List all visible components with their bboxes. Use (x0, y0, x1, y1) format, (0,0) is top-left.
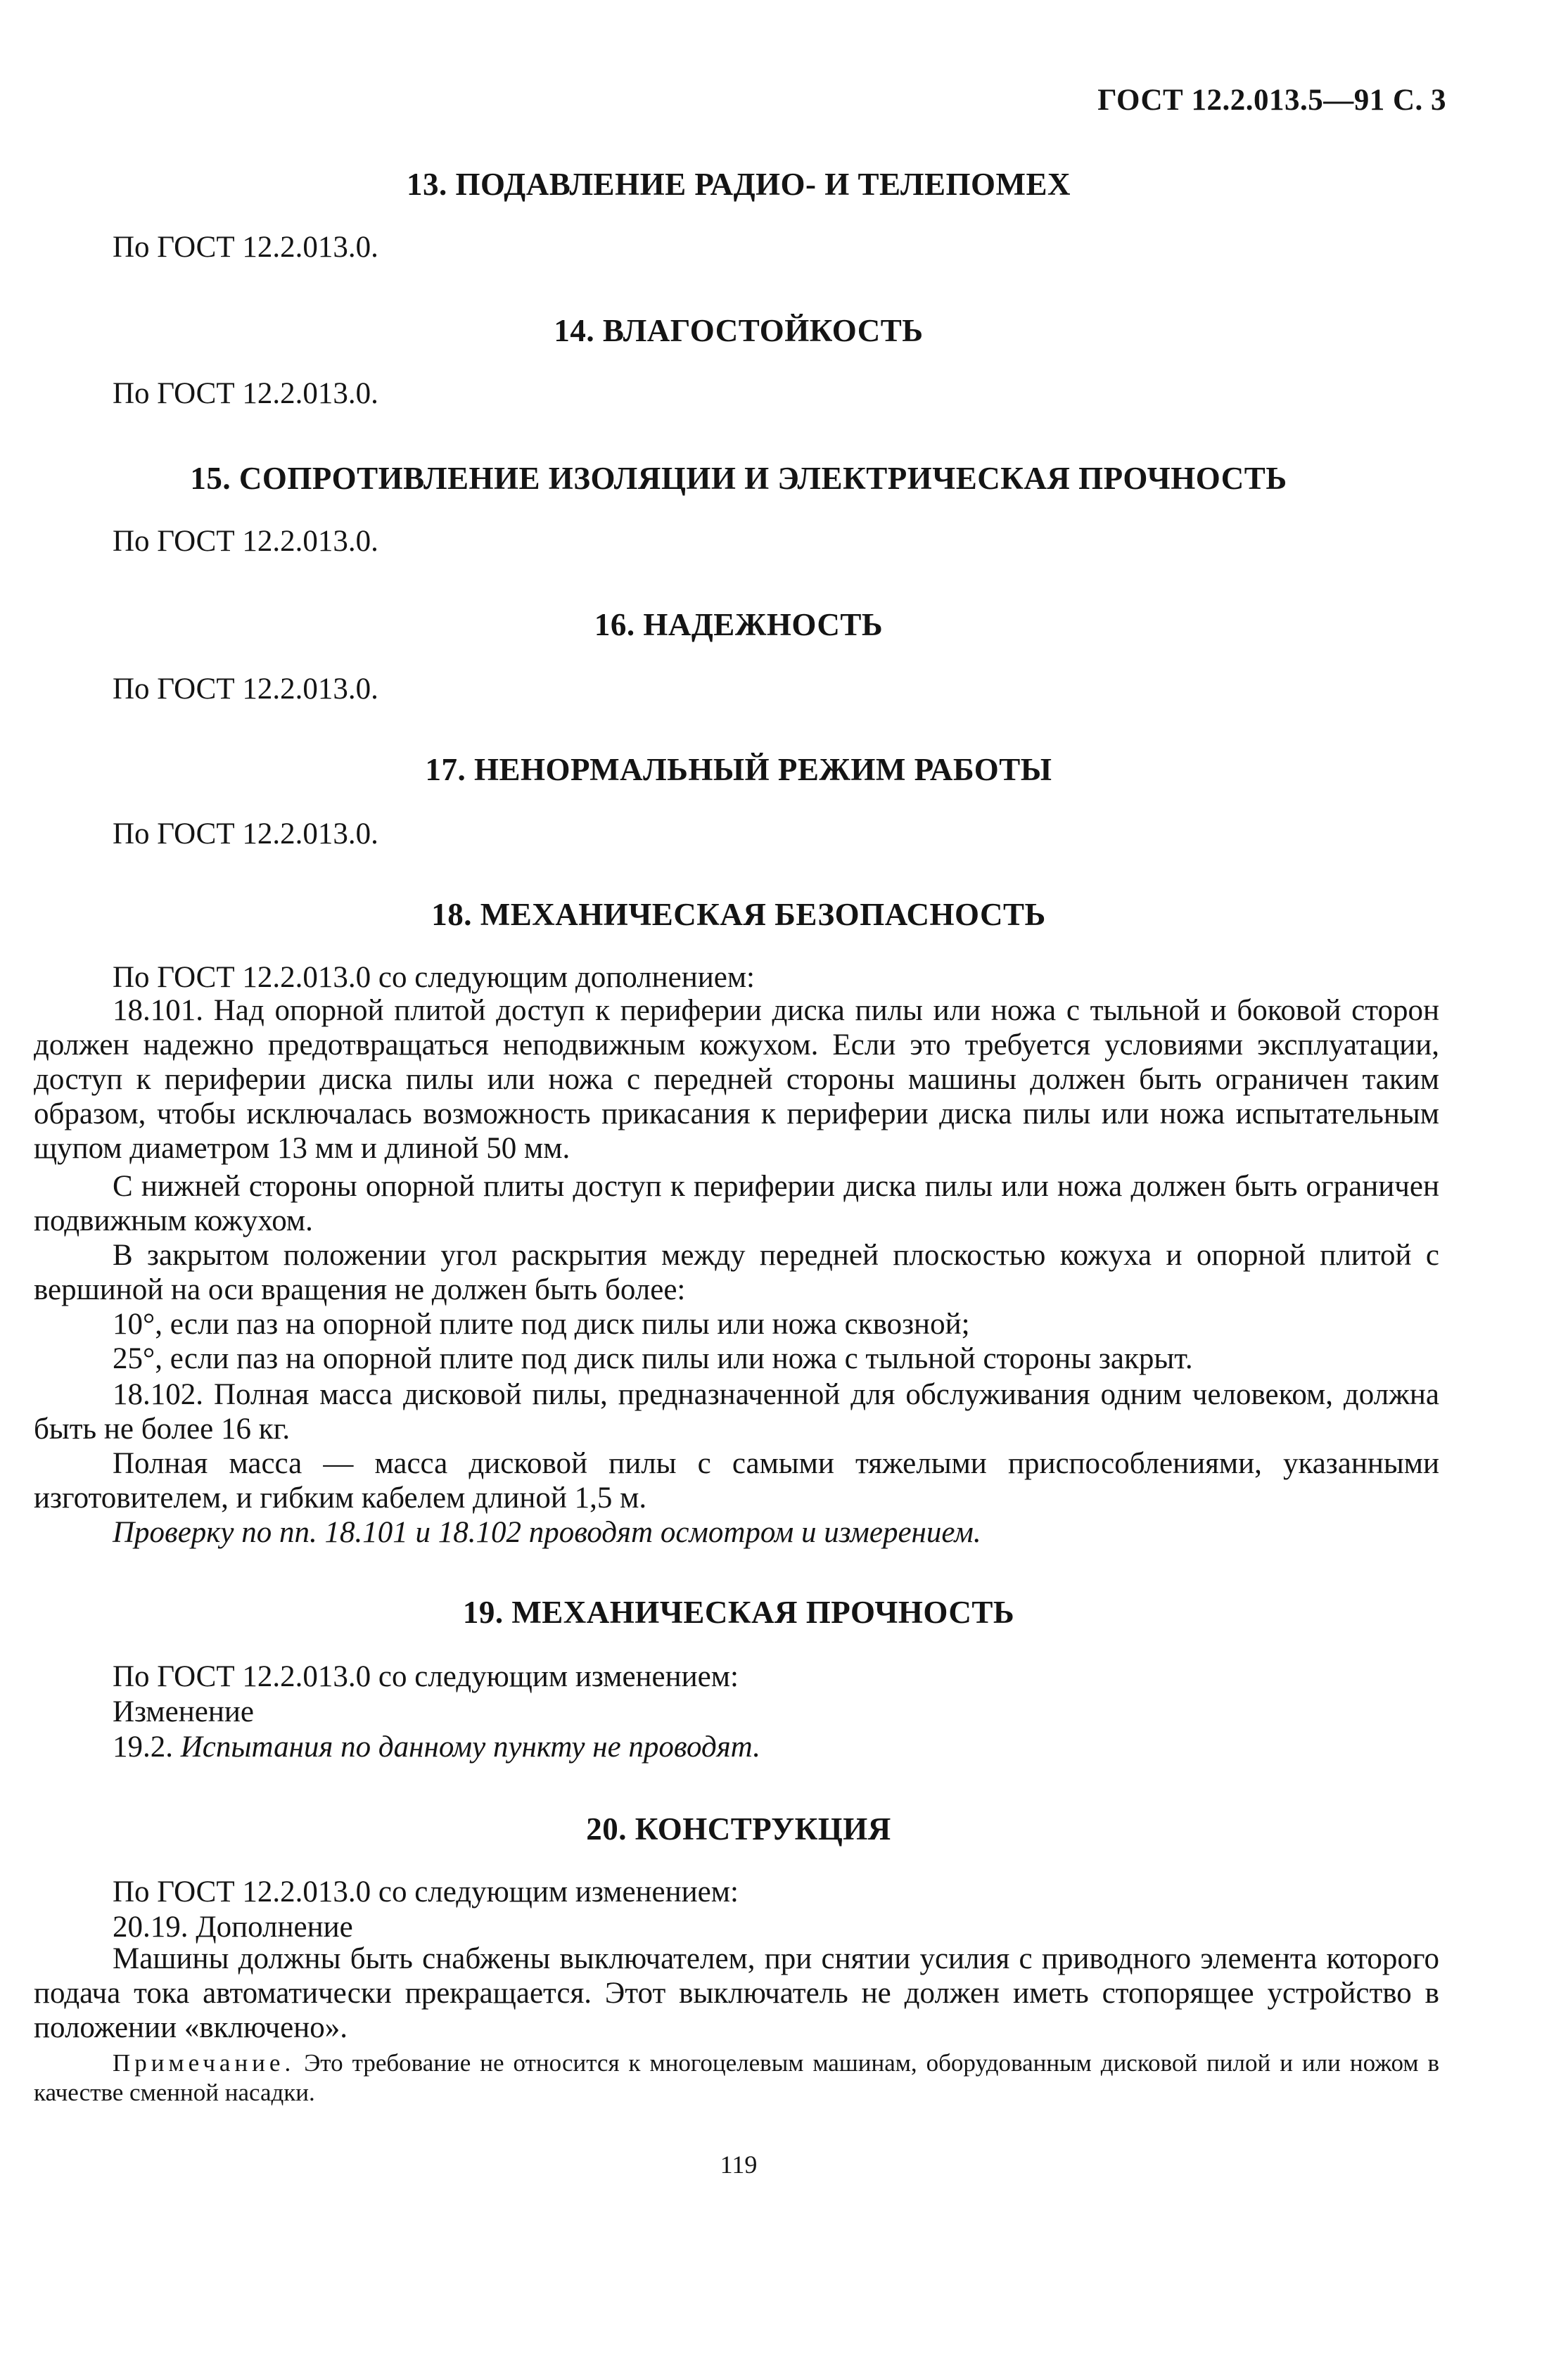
note-label: Примечание. (113, 2049, 295, 2077)
section-18-intro: По ГОСТ 12.2.013.0 со следующим дополнением: (113, 961, 755, 994)
page-number: 119 (720, 2150, 758, 2179)
section-13-text: По ГОСТ 12.2.013.0. (113, 231, 378, 264)
section-14-heading: 14. ВЛАГОСТОЙКОСТЬ (554, 313, 924, 348)
section-16-heading: 16. НАДЕЖНОСТЬ (594, 607, 884, 642)
paragraph-18-101: 18.101. Над опорной плитой доступ к периферии диска пилы или ножа с тыльной и боковой сторон должен надежно предотвращаться неподвижным кожухом. Если это требуется условиями эксплуатации, доступ к периферии диска пилы или ножа с передней стороны машины должен быть ограничен таким образом, чтобы исключалась возможность прикасания к периферии диска пилы или ножа испытательным щупом диаметром 13 мм и длиной 50 мм. (34, 994, 1439, 1165)
section-20-item: 20.19. Дополнение (113, 1911, 353, 1944)
section-19-item-number: 19.2. (113, 1731, 173, 1764)
section-17-heading: 17. НЕНОРМАЛЬНЫЙ РЕЖИМ РАБОТЫ (425, 752, 1052, 787)
section-19-intro: По ГОСТ 12.2.013.0 со следующим изменением: (113, 1660, 739, 1693)
section-19-item (113, 1732, 760, 1762)
section-15-text: По ГОСТ 12.2.013.0. (113, 525, 378, 558)
section-19-item-text: Испытания по данному пункту не проводят. (180, 1731, 761, 1764)
paragraph-18-angle-25: 25°, если паз на опорной плите под диск пилы или ножа с тыльной стороны закрыт. (113, 1342, 1193, 1375)
section-15-heading: 15. СОПРОТИВЛЕНИЕ ИЗОЛЯЦИИ И ЭЛЕКТРИЧЕСКАЯ ПРОЧНОСТЬ (190, 461, 1287, 496)
section-20-heading: 20. КОНСТРУКЦИЯ (586, 1811, 891, 1847)
section-16-text: По ГОСТ 12.2.013.0. (113, 673, 378, 706)
note-text: Это требование не относится к многоцелевым машинам, оборудованным дисковой пилой и или ножом в качестве сменной насадки. (34, 2049, 1439, 2106)
paragraph-18-lower-side: С нижней стороны опорной плиты доступ к периферии диска пилы или ножа должен быть ограничен подвижным кожухом. (34, 1170, 1439, 1237)
running-header: ГОСТ 12.2.013.5—91 С. 3 (1097, 84, 1446, 117)
section-17-text: По ГОСТ 12.2.013.0. (113, 817, 378, 850)
paragraph-18-full-mass: Полная масса — масса дисковой пилы с самыми тяжелыми приспособлениями, указанными изготовителем, и гибким кабелем длиной 1,5 м. (34, 1447, 1439, 1515)
paragraph-18-check: Проверку по пп. 18.101 и 18.102 проводят осмотром и измерением. (113, 1516, 981, 1549)
paragraph-20-switch: Машины должны быть снабжены выключателем, при снятии усилия с приводного элемента которого подача тока автоматически прекращается. Этот выключатель не должен иметь стопорящее устройство в положении «включено». (34, 1942, 1439, 2044)
section-13-heading: 13. ПОДАВЛЕНИЕ РАДИО- И ТЕЛЕПОМЕХ (407, 167, 1071, 202)
section-20-intro: По ГОСТ 12.2.013.0 со следующим изменением: (113, 1875, 739, 1908)
paragraph-18-102: 18.102. Полная масса дисковой пилы, предназначенной для обслуживания одним человеком, должна быть не более 16 кг. (34, 1378, 1439, 1446)
section-19-change-label: Изменение (113, 1695, 254, 1728)
section-19-heading: 19. МЕХАНИЧЕСКАЯ ПРОЧНОСТЬ (462, 1595, 1015, 1630)
paragraph-18-closed-angle: В закрытом положении угол раскрытия между передней плоскостью кожуха и опорной плитой с вершиной на оси вращения не должен быть более: (34, 1239, 1439, 1306)
section-20-note (34, 2048, 1439, 2108)
paragraph-18-angle-10: 10°, если паз на опорной плите под диск пилы или ножа сквозной; (113, 1308, 970, 1341)
section-18-heading: 18. МЕХАНИЧЕСКАЯ БЕЗОПАСНОСТЬ (431, 897, 1046, 932)
section-14-text: По ГОСТ 12.2.013.0. (113, 377, 378, 410)
